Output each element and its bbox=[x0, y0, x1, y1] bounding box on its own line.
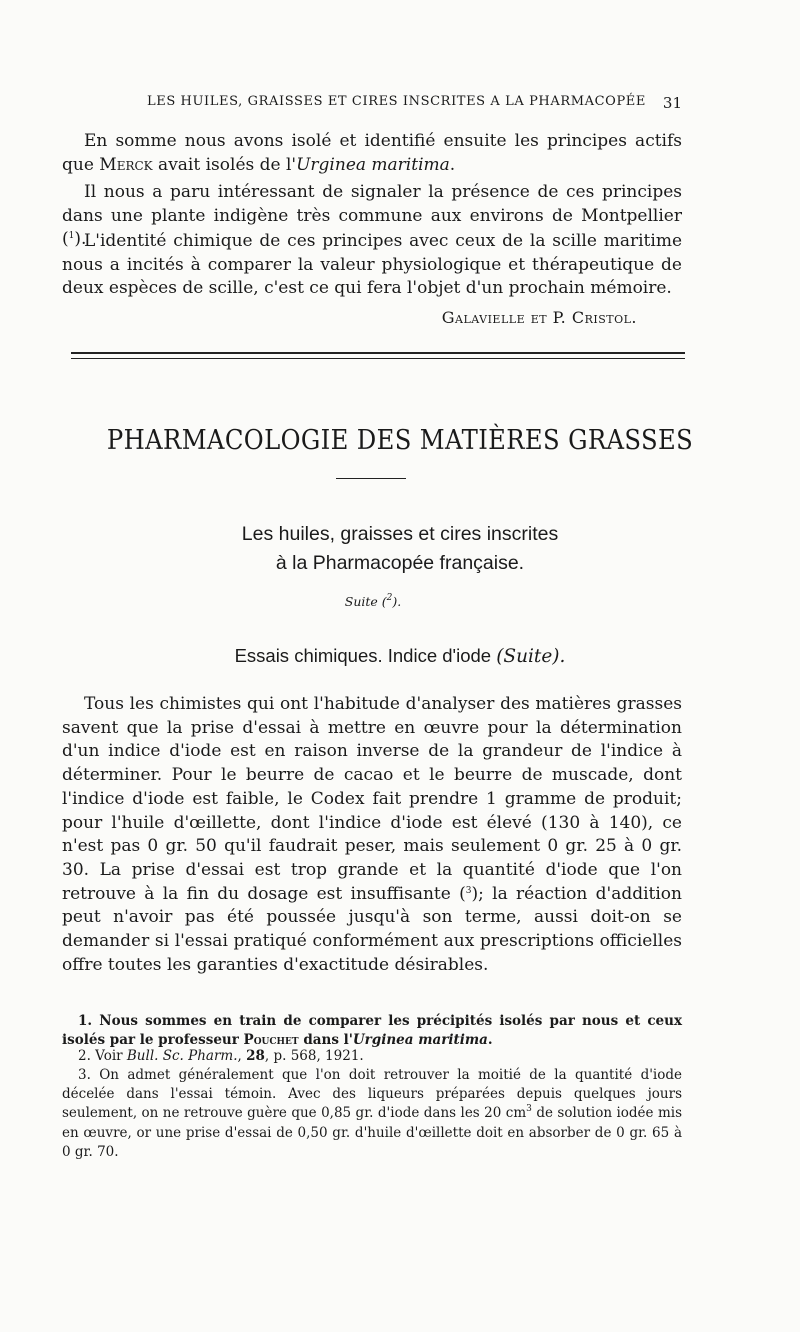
article-title-line-2: à la Pharmacopée française. bbox=[275, 552, 525, 574]
intro-paragraph-2: Il nous a paru intéressant de signaler la présence de ces principes dans une plante indigène très commune aux environs de Montpellier ($^1$). bbox=[62, 182, 682, 250]
author-merck: Merck bbox=[99, 154, 153, 175]
section-title: PHARMACOLOGIE DES MATIÈRES GRASSES bbox=[106, 425, 694, 456]
footnote-3: 3. On admet généralement que l'on doit retrouver la moitié de la quantité d'iode décelée dans l'essai témoin. Avec des liqueurs préparées depuis quelques jours seulement, on ne retrouve guère que 0,85 gr. d'iode dans les 20 $cm^3$ de solution iodée mis en œuvre, or une prise d'essai de 0,50 gr. d'huile d'œillette doit en absorber de 0 gr. 65 à 0 gr. 70. bbox=[62, 1067, 682, 1160]
intro-paragraph-1: En somme nous avons isolé et identifié ensuite les principes actifs que Merck avait isolés de l'Urginea maritima. bbox=[62, 131, 682, 175]
article-title-line-1: Les huiles, graisses et cires inscrites bbox=[241, 523, 559, 545]
title-rule bbox=[336, 478, 406, 479]
signature: Galavielle et P. Cristol. bbox=[441, 308, 637, 327]
suite-note: Suite ($^2$). bbox=[344, 593, 402, 609]
footnote-ref-1: 1 bbox=[68, 231, 75, 242]
divider-top bbox=[71, 352, 685, 354]
footnote-1: 1. Nous sommes en train de comparer les précipités isolés par nous et ceux isolés par le professeur Pouchet dans l'Urginea maritima. bbox=[62, 1013, 682, 1049]
running-header bbox=[147, 94, 682, 112]
divider-bottom bbox=[71, 358, 685, 359]
intro-paragraph-3: L'identité chimique de ces principes avec ceux de la scille maritime nous a incités à comparer la valeur physiologique et thérapeutique de deux espèces de scille, c'est ce qui fera l'objet d'un prochain mémoire. bbox=[62, 231, 682, 299]
article-body: Tous les chimistes qui ont l'habitude d'analyser des matières grasses savent que la prise d'essai à mettre en œuvre pour la détermination d'un indice d'iode est en raison inverse de la grandeur de l'indice à déterminer. Pour le beurre de cacao et le beurre de muscade, dont l'indice d'iode est faible, le Codex fait prendre 1 gramme de produit; pour l'huile d'œillette, dont l'indice d'iode est élevé (130 à 140), ce n'est pas 0 gr. 50 qu'il faudrait peser, mais seulement 0 gr. 25 à 0 gr. 30. La prise d'essai est trop grande et la quantité d'iode que l'on retrouve à la fin du dosage est insuffisante ($^3$); la réaction d'addition peut n'avoir pas été poussée jusqu'à son terme, aussi doit-on se demander si l'essai pratiqué conformément aux prescriptions officielles offre toutes les garanties d'exactitude désirables. bbox=[62, 694, 682, 975]
running-title: LES HUILES, GRAISSES ET CIRES INSCRITES A LA PHARMACOPÉE bbox=[147, 94, 646, 109]
footnote-2: 2. Voir Bull. Sc. Pharm., 28, p. 568, 1921. bbox=[78, 1048, 364, 1064]
species-name: Urginea maritima bbox=[296, 154, 450, 175]
page-number: 31 bbox=[662, 94, 682, 112]
subsection-heading: Essais chimiques. Indice d'iode (Suite). bbox=[234, 645, 566, 667]
footnote-ref-3: 3 bbox=[465, 885, 472, 896]
